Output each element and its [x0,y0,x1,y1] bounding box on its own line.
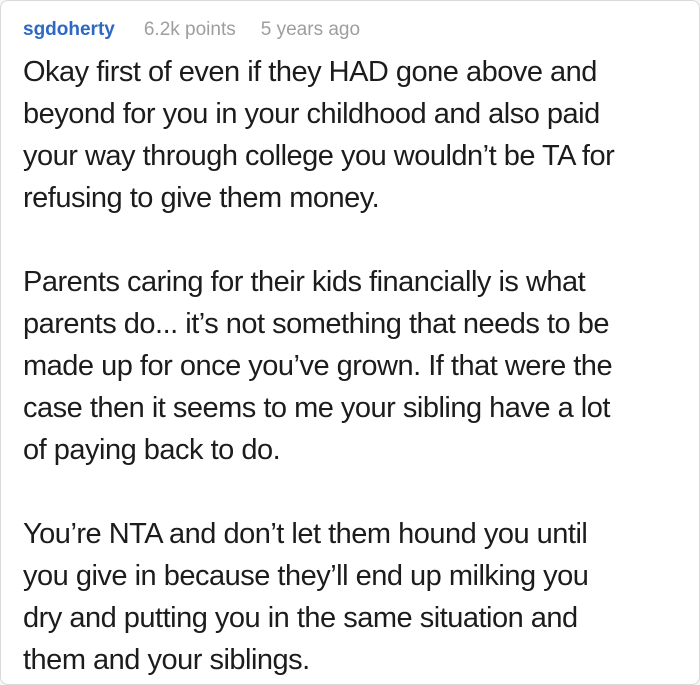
comment-paragraph [23,261,677,471]
comment-header [23,18,677,42]
comment-line: you give in because they’ll end up milking you [23,560,589,592]
comment-age: 5 years ago [260,19,361,40]
comment-body [23,51,677,681]
comment-line: your way through college you wouldn’t be TA for [23,140,615,172]
comment-paragraph [23,513,677,681]
comment-line: case then it seems to me your sibling have a lot [23,392,610,424]
comment-line: beyond for you in your childhood and also paid [23,98,600,130]
comment-line: made up for once you’ve grown. If that were the [23,350,613,382]
comment-line: Okay first of even if they HAD gone above and [23,56,597,88]
comment-line: refusing to give them money. [23,182,380,214]
comment-paragraph [23,51,677,219]
comment-line: You’re NTA and don’t let them hound you until [23,518,588,550]
comment-line: Parents caring for their kids financially is what [23,266,586,298]
comment-line: them and your siblings. [23,644,310,676]
comment-line: parents do... it’s not something that needs to be [23,308,609,340]
username-link[interactable]: sgdoherty [23,19,115,40]
comment-line: dry and putting you in the same situation and [23,602,578,634]
comment-line: of paying back to do. [23,434,281,466]
points-count: 6.2k points [143,19,236,40]
